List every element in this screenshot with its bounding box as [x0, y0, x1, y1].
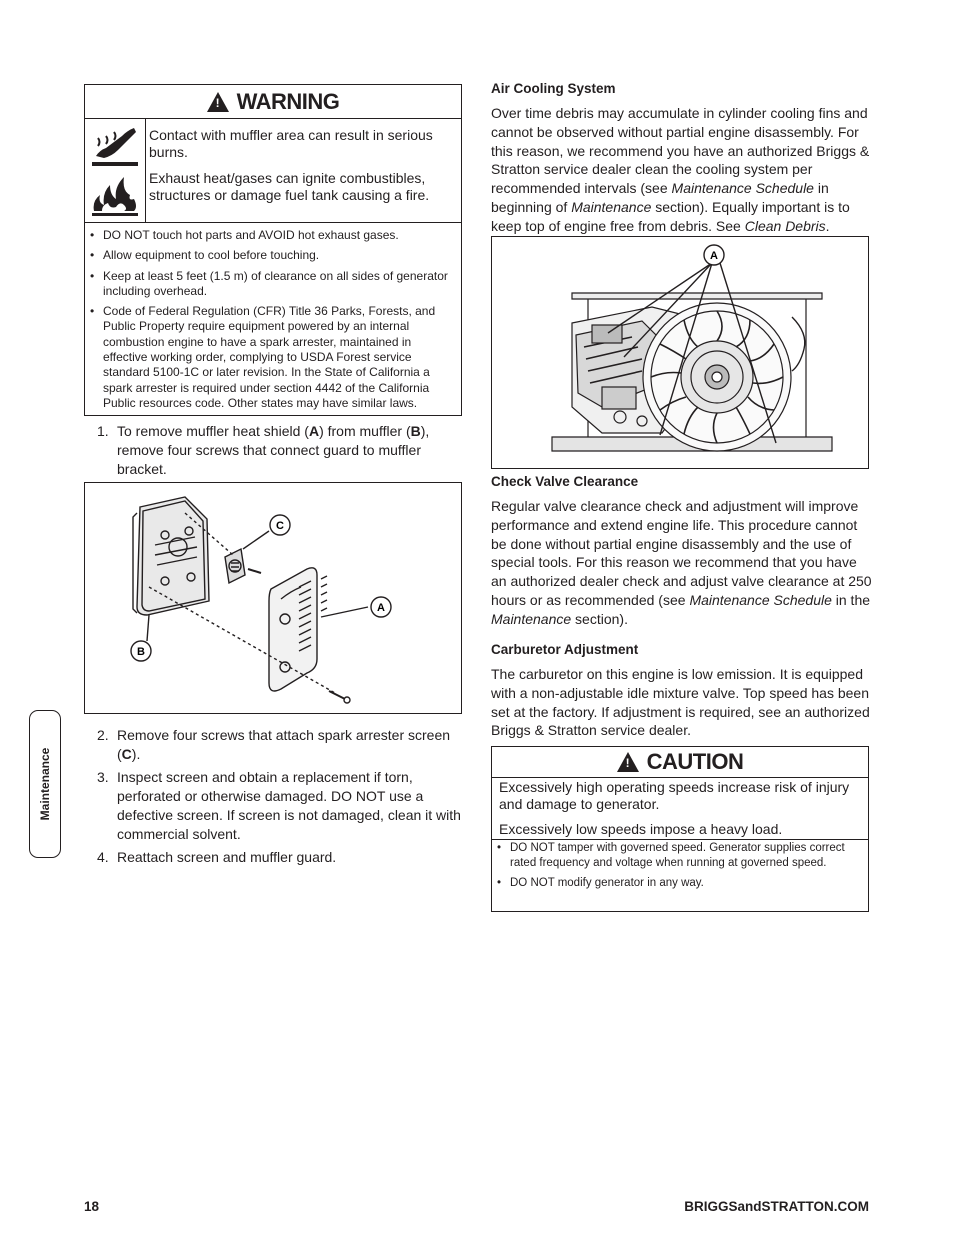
- fire-icon: [88, 171, 142, 217]
- caution-header: [492, 747, 868, 778]
- callout-a: A: [377, 602, 385, 614]
- valve-heading: Check Valve Clearance: [491, 474, 639, 489]
- text-run-italic: Maintenance Schedule: [671, 180, 814, 197]
- text-run: section). Equally important is to keep top of engine free from debris. See: [491, 198, 850, 234]
- step-text: Inspect screen and obtain a replacement if torn, perforated or otherwise damaged. DO NOT use a defective screen. If screen is not damaged, clean it with commercial solvent.: [117, 769, 461, 842]
- text-run: section).: [571, 610, 628, 627]
- step-number: 4.: [97, 849, 109, 865]
- step-text-part: Remove four screws that attach spark arrester screen (: [117, 727, 451, 762]
- step-text: [117, 422, 465, 479]
- step-text-part: ), remove four screws that connect guard to muffler bracket.: [117, 423, 430, 477]
- step-text: Reattach screen and muffler guard.: [117, 849, 337, 865]
- muffler-figure: [84, 482, 462, 714]
- hazard-burn-text: Contact with muffler area can result in serious burns.: [149, 127, 433, 160]
- hazard-icons: [85, 119, 146, 222]
- list-item: • Allow equipment to cool before touching.: [90, 248, 451, 263]
- section-tab-label: Maintenance: [38, 747, 52, 821]
- text-run: Over time debris may accumulate in cylinder cooling fins and cannot be observed without partial engine disassembly. For this reason, we recommend you have an authorized Briggs & Stratton service dealer clean the cooling system per recommended intervals (see: [491, 105, 870, 197]
- ref-label-b: B: [410, 423, 421, 439]
- text-run-italic: Maintenance: [491, 610, 572, 627]
- step-text-part: To remove muffler heat shield (: [117, 423, 309, 439]
- carb-paragraph: The carburetor on this engine is low emission. It is equipped with a non-adjustable idle mixture valve. Top speed has been set at the factory. If adjustment is required, see an authorized Briggs & Stratton service dealer.: [491, 666, 870, 739]
- caution-line: Excessively low speeds impose a heavy load.: [499, 821, 783, 837]
- callout-c: C: [276, 520, 284, 532]
- ref-label-c: C: [121, 746, 132, 762]
- list-item: • Keep at least 5 feet (1.5 m) of clearance on all sides of generator including overhead.: [90, 269, 451, 300]
- step-1: [97, 422, 465, 479]
- list-item: • DO NOT touch hot parts and AVOID hot exhaust gases.: [90, 228, 451, 243]
- step-number: 1.: [97, 423, 109, 439]
- list-item: • DO NOT tamper with governed speed. Generator supplies correct rated frequency and voltage when running at governed speed.: [497, 841, 858, 871]
- caution-title: CAUTION: [646, 749, 744, 774]
- caution-line: Excessively high operating speeds increase risk of injury and damage to generator.: [499, 779, 850, 812]
- step-number: 3.: [97, 769, 109, 785]
- callout-a: A: [710, 250, 718, 262]
- air-cooling-paragraph: [491, 104, 873, 236]
- section-tab: [29, 710, 61, 858]
- text-run: .: [825, 217, 830, 234]
- step-4: [97, 848, 465, 867]
- step-2: [97, 726, 465, 764]
- list-item: • Code of Federal Regulation (CFR) Title 36 Parks, Forests, and Public Property require equipment powered by an internal combustion engine to have a spark arrester, maintained in effective working order, complying to USDA Forest service standard 5100-1C or later revision. In the State of California a spark arrester is required under section 4442 of the California Public resources code. Other states may have similar laws.: [90, 304, 451, 411]
- text-run: Regular valve clearance check and adjustment will improve performance and extend engine life. This procedure cannot be done without partial engine disassembly and the use of special tools. For this reason we recommend that you have an authorized dealer check and adjust valve clearance at 250 hours or as recommended (see: [491, 498, 872, 608]
- ref-label-a: A: [308, 423, 320, 439]
- page-number: 18: [84, 1199, 100, 1214]
- text-run-italic: Maintenance Schedule: [689, 591, 832, 608]
- hazard-text: [146, 119, 461, 222]
- caution-bullets: [492, 840, 868, 891]
- website-url: BRIGGSandSTRATTON.COM: [684, 1199, 869, 1214]
- warning-bullets: [85, 223, 461, 411]
- step-text: [117, 726, 465, 764]
- valve-paragraph: [491, 497, 873, 629]
- text-run-italic: Clean Debris: [744, 217, 826, 234]
- engine-illustration: [492, 237, 867, 467]
- warning-box: [84, 84, 462, 416]
- text-run-italic: Maintenance: [571, 198, 652, 215]
- callout-b: B: [137, 646, 145, 658]
- engine-figure: [491, 236, 869, 469]
- muffler-illustration: [85, 483, 460, 712]
- air-cooling-heading: Air Cooling System: [491, 81, 616, 96]
- step-number: 2.: [97, 727, 109, 743]
- step-text-part: ) from muffler (: [319, 423, 411, 439]
- warning-triangle-icon: !: [207, 92, 229, 112]
- caution-triangle-icon: !: [617, 752, 639, 772]
- carb-heading: Carburetor Adjustment: [491, 642, 639, 657]
- caution-text: [492, 778, 868, 840]
- text-run: in beginning of: [491, 180, 829, 215]
- warning-title: WARNING: [236, 88, 340, 114]
- text-run: in the: [831, 591, 871, 608]
- list-item: • DO NOT modify generator in any way.: [497, 876, 858, 891]
- step-3: [97, 768, 465, 844]
- warning-hazard-row: [85, 119, 461, 223]
- warning-header: [85, 85, 461, 119]
- caution-box: [491, 746, 869, 912]
- step-text-part: ).: [131, 746, 141, 762]
- hazard-fire-text: Exhaust heat/gases can ignite combustibles, structures or damage fuel tank causing a fire.: [149, 170, 430, 203]
- hot-surface-icon: [88, 124, 142, 168]
